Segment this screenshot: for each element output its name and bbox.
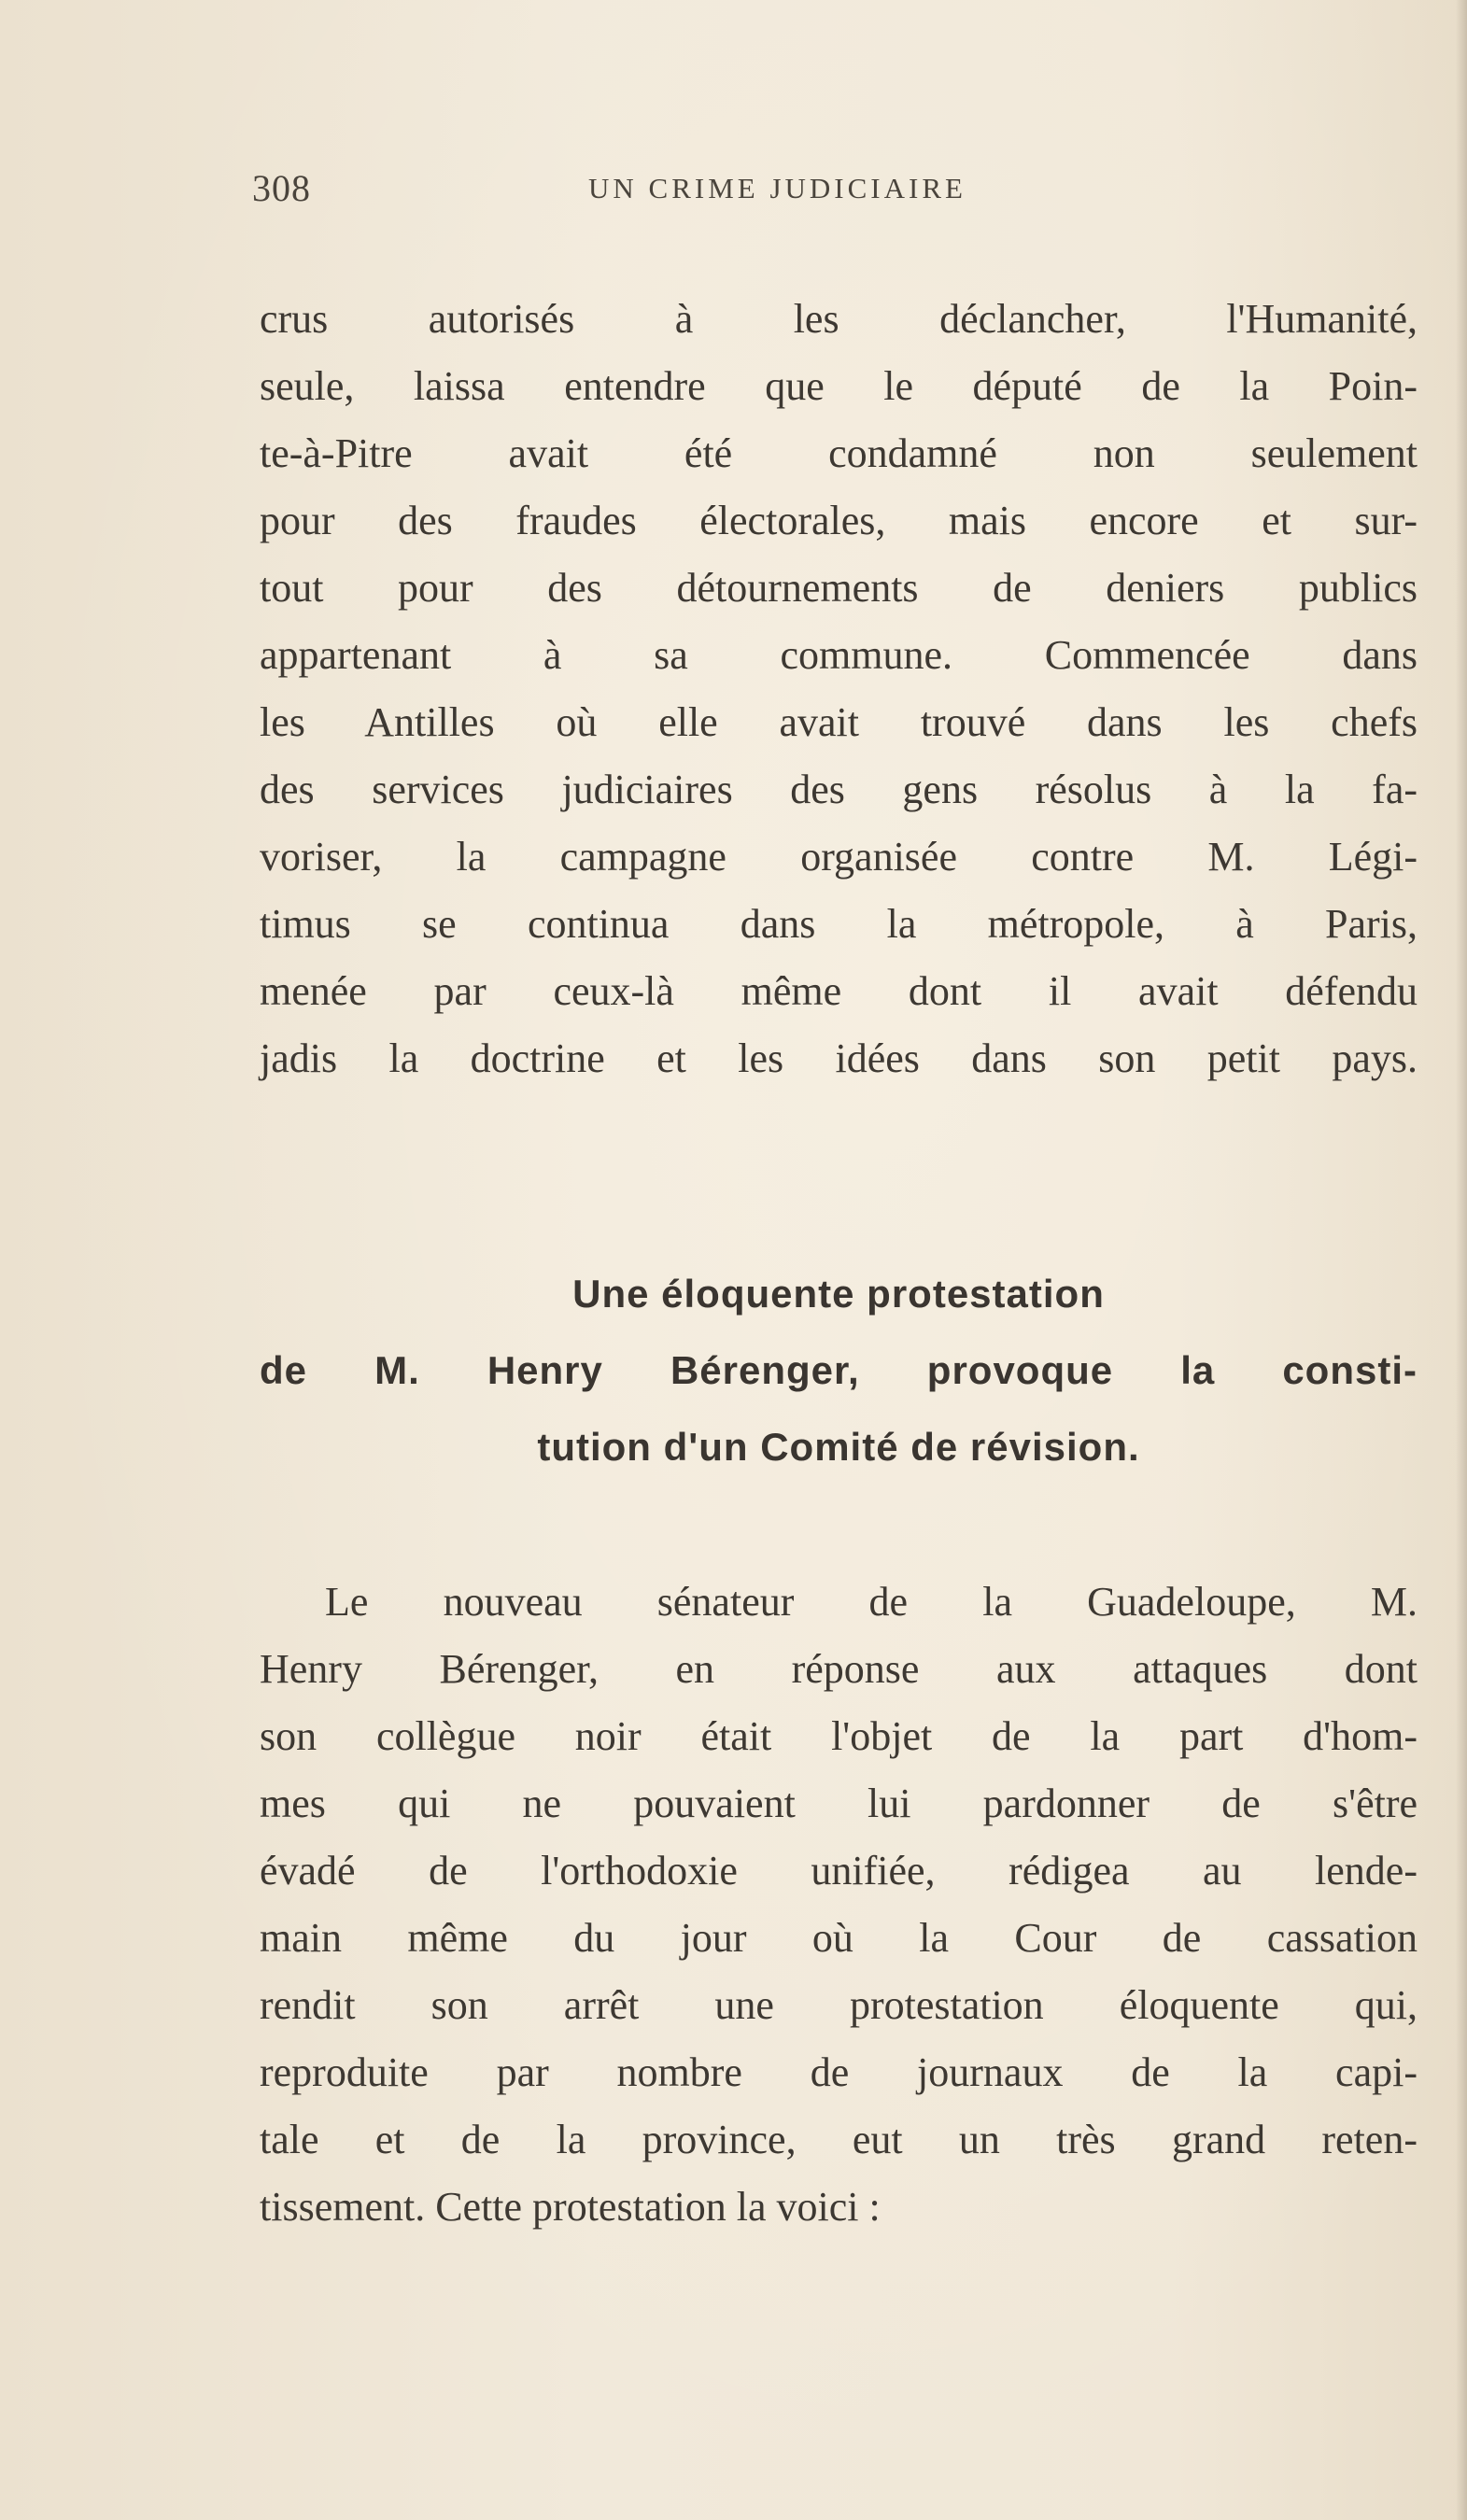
page-number: 308 [252, 167, 311, 209]
text-line: voriser, la campagne organisée contre M. Légi- [260, 834, 1418, 880]
heading-line: tution d'un Comité de révision. [537, 1425, 1140, 1469]
text-line: tissement. Cette protestation la voici : [260, 2184, 881, 2230]
text-line: appartenant à sa commune. Commencée dans [260, 632, 1418, 678]
text-line: jadis la doctrine et les idées dans son petit pays. [260, 1035, 1418, 1081]
paragraph-1 [260, 286, 1418, 1092]
text-line: timus se continua dans la métropole, à Paris, [260, 901, 1418, 947]
text-line: son collègue noir était l'objet de la part d'hom- [260, 1713, 1418, 1759]
page-edge-shadow [1456, 0, 1467, 2520]
text-line: les Antilles où elle avait trouvé dans les chefs [260, 699, 1418, 745]
text-line: seule, laissa entendre que le député de la Poin- [260, 363, 1418, 409]
text-line: tale et de la province, eut un très grand reten- [260, 2117, 1418, 2162]
text-line: tout pour des détournements de deniers publics [260, 565, 1418, 611]
text-line: main même du jour où la Cour de cassation [260, 1915, 1418, 1961]
text-line: Le nouveau sénateur de la Guadeloupe, M. [325, 1579, 1418, 1625]
heading-line: Une éloquente protestation [572, 1272, 1105, 1316]
text-line: rendit son arrêt une protestation éloquente qui, [260, 1982, 1418, 2028]
text-line: pour des fraudes électorales, mais encore et sur- [260, 498, 1418, 543]
text-line: te-à-Pitre avait été condamné non seulement [260, 430, 1418, 476]
running-title: UN CRIME JUDICIAIRE [588, 172, 966, 204]
paragraph-2 [260, 1569, 1418, 2241]
text-line: Henry Bérenger, en réponse aux attaques dont [260, 1646, 1418, 1692]
text-line: reproduite par nombre de journaux de la capi- [260, 2049, 1418, 2095]
text-line: crus autorisés à les déclancher, l'Humanité, [260, 296, 1418, 342]
text-line: mes qui ne pouvaient lui pardonner de s'être [260, 1781, 1418, 1826]
text-line: menée par ceux-là même dont il avait défendu [260, 968, 1418, 1014]
section-heading [260, 1256, 1418, 1485]
text-line: évadé de l'orthodoxie unifiée, rédigea au lende- [260, 1848, 1418, 1894]
text-line: des services judiciaires des gens résolus à la fa- [260, 767, 1418, 812]
heading-line: de M. Henry Bérenger, provoque la consti- [260, 1348, 1418, 1392]
page-header [252, 166, 1419, 213]
